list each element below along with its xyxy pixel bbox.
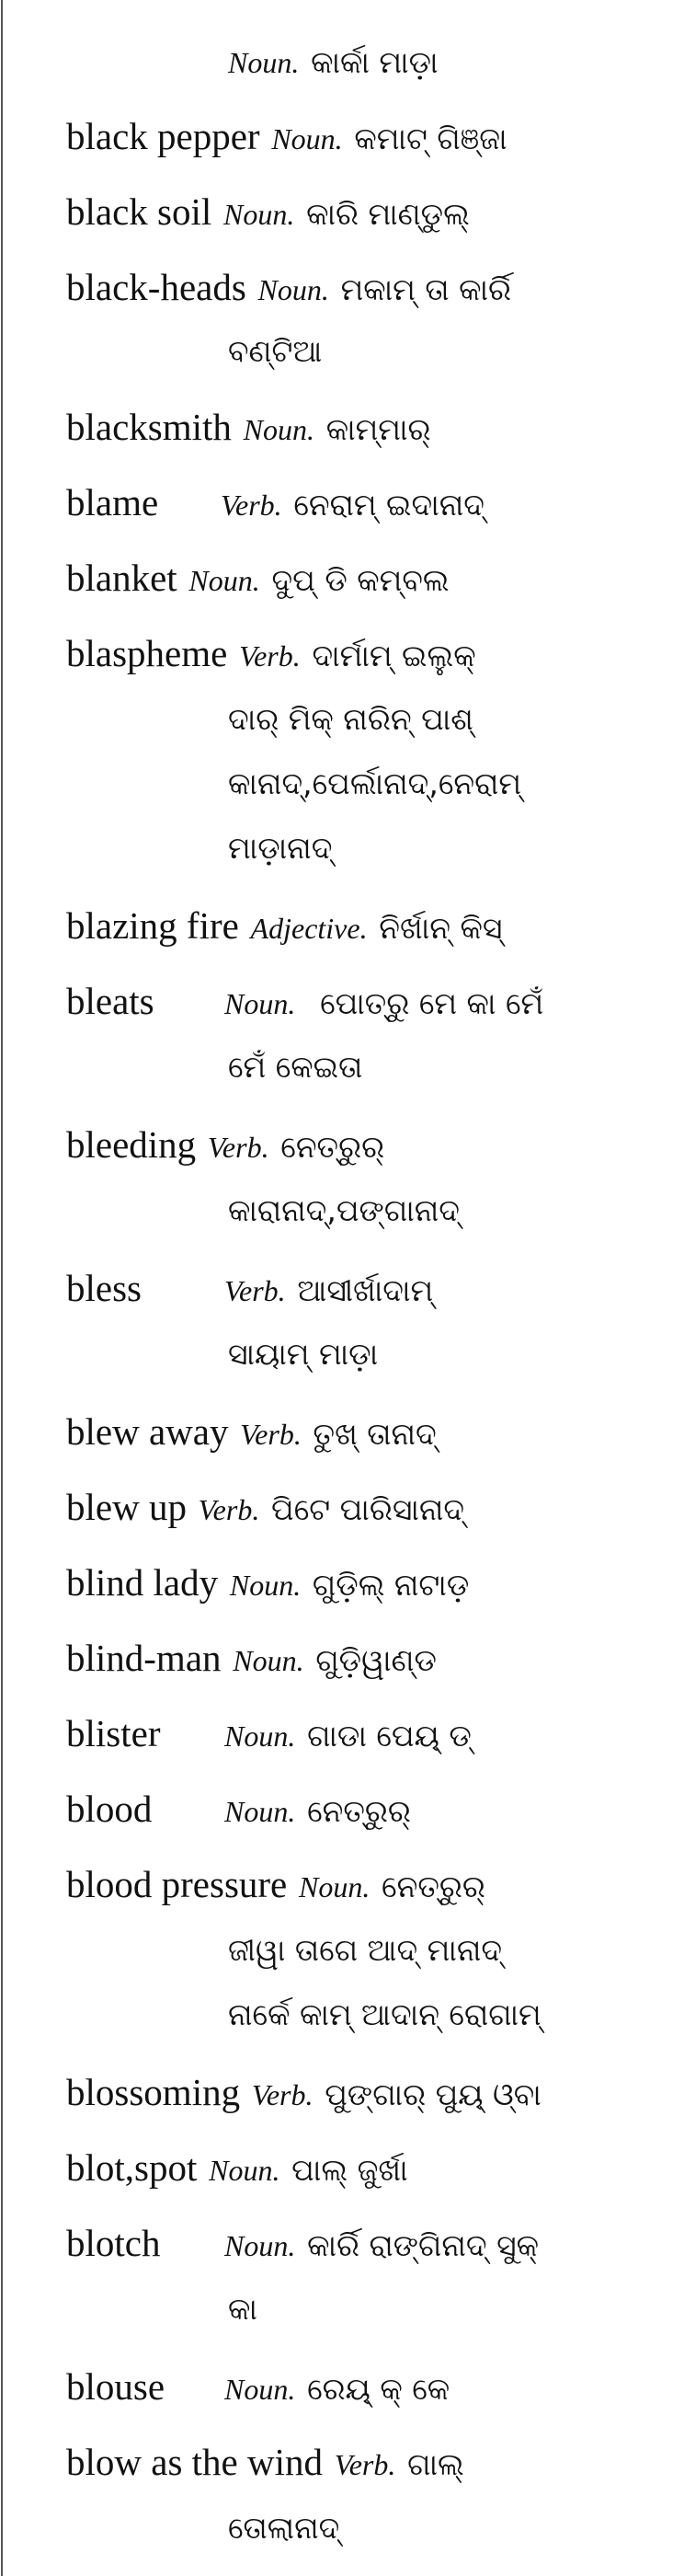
translation-continued: ନାର୍କେ କାମ୍ ଆଦାନ୍ ରୋଗାମ୍ [228, 1996, 542, 2032]
part-of-speech: Noun. [188, 564, 260, 597]
entry-line-1 [66, 109, 507, 167]
entry-line-2 [228, 1038, 362, 1095]
part-of-speech: Adjective. [250, 912, 368, 945]
part-of-speech: Verb. [207, 1131, 269, 1164]
entry-line-2 [228, 2280, 257, 2337]
entry-line-1 [66, 475, 484, 533]
entry-line-4 [228, 819, 332, 876]
headword: blister [66, 1712, 161, 1754]
entry-line-1 [66, 1630, 437, 1688]
translation: କାର୍ରି ରାଙ୍ଗିନାଦ୍ ସୁକ୍ [307, 2227, 540, 2263]
headword: blind-man [66, 1637, 222, 1679]
headword: blood [66, 1788, 153, 1830]
headword: bless [66, 1267, 142, 1309]
headword: black soil [66, 190, 212, 233]
translation: କାମ୍ମାର୍ [325, 411, 431, 447]
headword: bleats [66, 980, 154, 1022]
part-of-speech: Noun. [243, 413, 314, 446]
headword: blazing fire [66, 904, 239, 947]
part-of-speech: Noun. [224, 987, 296, 1020]
entry-line-1 [66, 1857, 485, 1915]
translation: ନିର୍ଖାନ୍ କିସ୍ [379, 910, 503, 946]
part-of-speech: Noun. [228, 46, 300, 79]
headword: blot,spot [66, 2146, 198, 2189]
translation-continued: ଦାର୍ ମିକ୍ ନାରିନ୍ ପାଶ୍ [228, 701, 473, 737]
entry-line-1 [66, 2064, 542, 2122]
headword: blind lady [66, 1561, 219, 1604]
entry-line-2 [228, 1181, 460, 1238]
page-left-border [1, 0, 3, 2576]
part-of-speech: Noun. [224, 2229, 296, 2262]
entry-line-1 [66, 184, 470, 242]
entry-line-1 [66, 259, 511, 317]
translation-continued: ମେଁ କେଇତା [228, 1049, 363, 1085]
part-of-speech: Noun. [229, 1569, 302, 1602]
part-of-speech: Verb. [251, 2078, 314, 2111]
entry-line-2 [228, 2499, 339, 2556]
entry-line-1 [66, 1781, 411, 1839]
entry-line-1 [66, 1117, 384, 1175]
translation: ଆସୀର୍ଖାଦାମ୍ [297, 1272, 434, 1308]
entry-line-3 [228, 1985, 542, 2042]
part-of-speech: Noun. [224, 2373, 296, 2406]
headword: blood pressure [66, 1863, 288, 1905]
entry-line-1 [66, 626, 476, 684]
part-of-speech: Verb. [221, 489, 282, 522]
entry-line-1 [66, 1479, 464, 1537]
entry-line-1 [66, 1555, 469, 1613]
part-of-speech: Verb. [224, 1274, 286, 1307]
part-of-speech: Noun. [209, 2154, 280, 2187]
translation-continued: କାରାନାଦ୍,ପଙ୍ଗାନାଦ୍ [228, 1192, 460, 1228]
part-of-speech: Noun. [224, 1795, 296, 1828]
translation: ପୁଙ୍ଗାର୍ ପୁୟ୍ ଓ୍ବା [325, 2076, 542, 2112]
part-of-speech: Verb. [239, 639, 301, 673]
translation: କମାଟ୍ ଗିଞ୍ଜା [354, 121, 507, 156]
translation-continued: ବଣ୍ଟିଆ [228, 333, 323, 369]
translation-continued: କାନାଦ୍,ପେର୍ଲାନାଦ୍,ନେରାମ୍ [228, 765, 522, 801]
part-of-speech: Noun. [224, 1719, 296, 1753]
translation: ନେତ୍ରୁର୍ [280, 1129, 385, 1165]
translation: ପୋତ୍ରୁ ମେ କା ମେଁ [320, 985, 544, 1021]
translation: ଗାଲ୍ [407, 2446, 464, 2482]
headword: blame [66, 481, 159, 523]
translation: ପିଟେ ପାରିସାନାଦ୍ [271, 1491, 465, 1527]
part-of-speech: Noun. [271, 122, 343, 155]
entry-line-1 [66, 399, 431, 457]
headword: blow as the wind [66, 2441, 323, 2483]
part-of-speech: Noun. [233, 1644, 304, 1677]
entry-line-2 [228, 1921, 502, 1978]
translation: ନେତ୍ରୁର୍ [307, 1793, 411, 1829]
headword: blew up [66, 1486, 187, 1528]
translation-continued: ତୋଲାନାଦ୍ [228, 2510, 340, 2546]
headword: blacksmith [66, 406, 232, 448]
entry-line-1 [66, 1260, 433, 1318]
translation: ତୁଖ୍ ତାନାଦ୍ [313, 1416, 437, 1452]
entry-line-1 [66, 550, 450, 608]
entry-line-1 [66, 2140, 408, 2198]
translation: କାର୍କା ମାଡ଼ା [311, 44, 439, 80]
translation: ଗୁଡ଼ିଲ୍ ନାଟାଡ଼ [312, 1567, 470, 1603]
translation: ରେୟ୍ କ୍ କେ [307, 2371, 450, 2407]
entry-line-3 [228, 754, 521, 811]
entry-line-2 [228, 1325, 378, 1382]
entry-line-1 [66, 2434, 464, 2492]
translation: କାରି ମାଣ୍ଡୁଲ୍ [306, 196, 470, 232]
headword: bleeding [66, 1123, 197, 1166]
translation-continued: ଜୀୱା ତାଗେ ଆଦ୍ ମାନାଦ୍ [228, 1932, 503, 1968]
translation-continued: ମାଡ଼ାନାଦ୍ [228, 830, 333, 866]
entry-line-1 [66, 1404, 437, 1462]
part-of-speech: Verb. [334, 2448, 396, 2481]
headword: blotch [66, 2222, 161, 2264]
translation: ନେରାମ୍ ଇଦାନାଦ୍ [293, 487, 484, 523]
entry-line-1 [66, 973, 543, 1031]
entry-line-1 [66, 2215, 539, 2273]
headword: blanket [66, 557, 177, 599]
headword: blossoming [66, 2071, 241, 2113]
headword: blaspheme [66, 632, 228, 674]
entry-line-1 [228, 33, 439, 90]
translation: ଗୁଡ଼ିୱାଣ୍ଡ [315, 1642, 437, 1678]
translation: ପାଲ୍ ଜୁର୍ଖା [291, 2152, 408, 2188]
headword: black pepper [66, 115, 260, 157]
entry-line-1 [66, 1706, 472, 1764]
headword: black-heads [66, 266, 246, 308]
part-of-speech: Noun. [223, 198, 295, 231]
translation-continued: ସାୟାମ୍ ମାଡ଼ା [228, 1336, 379, 1372]
entry-line-2 [228, 322, 322, 379]
translation: ମକାମ୍ ତା କାର୍ରି [340, 271, 511, 307]
headword: blew away [66, 1410, 229, 1453]
part-of-speech: Verb. [240, 1418, 302, 1451]
translation-continued: କା [228, 2291, 257, 2327]
translation: ନେତ୍ରୁର୍ [382, 1869, 485, 1904]
headword: blouse [66, 2365, 165, 2408]
entry-line-2 [228, 690, 473, 747]
part-of-speech: Verb. [198, 1493, 260, 1526]
part-of-speech: Noun. [298, 1870, 370, 1903]
entry-line-1 [66, 898, 502, 956]
translation: ଗାଡା ପେୟ୍ ଡ୍ [307, 1718, 472, 1754]
part-of-speech: Noun. [257, 273, 329, 306]
entry-line-1 [66, 2359, 450, 2417]
translation: ଦୁପ୍ ଡି କମ୍ବଲ [271, 562, 450, 598]
translation: ଦାର୍ମାମ୍ ଇଲୁକ୍ [312, 638, 476, 673]
